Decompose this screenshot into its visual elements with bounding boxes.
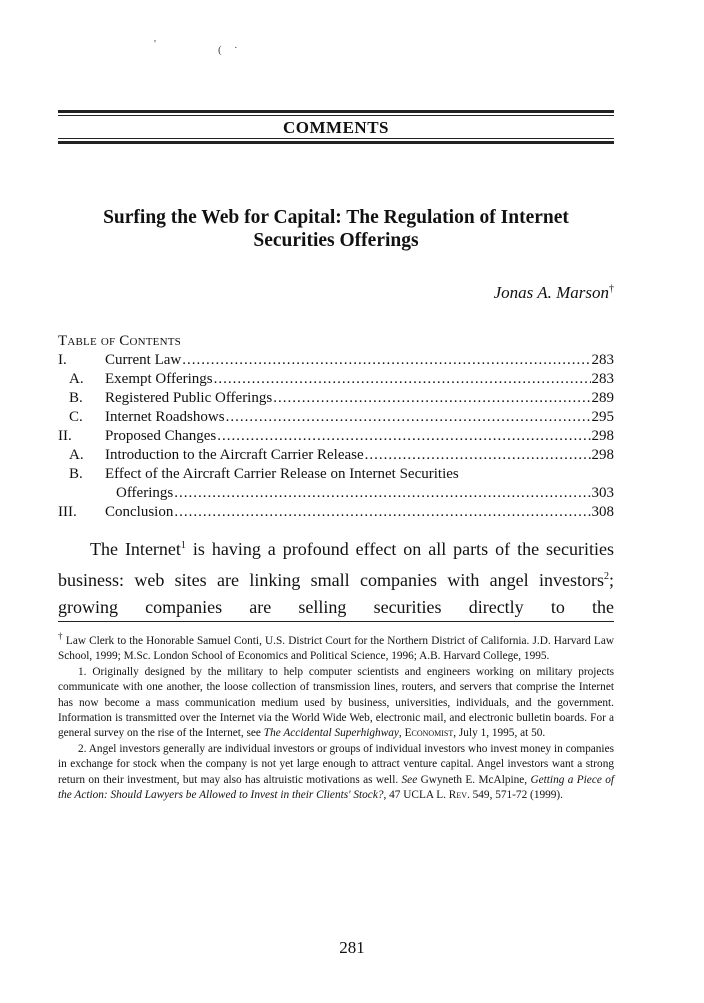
toc-number: III. [58,504,77,520]
section-label: COMMENTS [283,118,389,137]
toc-entry[interactable] [58,408,614,427]
toc-entry[interactable] [58,370,614,389]
toc-number: II. [58,428,72,444]
toc-label: Conclusion [105,504,174,520]
toc-entry[interactable] [58,446,614,465]
table-of-contents [58,332,614,522]
footnote-text: . 549, 571-72 (1999). [466,788,563,801]
toc-label: Current Law [105,352,182,368]
toc-page: 283 [591,352,614,368]
toc-entry[interactable] [58,427,614,446]
toc-number: C. [69,409,83,425]
footnote-2 [58,742,614,803]
author-byline [494,283,614,303]
body-text-span: ; growing companies are selling securities directly to the [58,570,614,617]
toc-entry-continuation[interactable] [58,484,614,503]
dagger-marker: † [58,631,63,641]
toc-label: Offerings [116,485,174,501]
publication-name: Economist [404,726,454,739]
citation-title: Getting a Piece of the Action: Should Lawyers be Allowed to Invest in their Clients' Stock? [58,773,614,801]
citation-title: The Accidental Superhighway [263,726,399,739]
toc-label: Proposed Changes [105,428,217,444]
toc-label: Exempt Offerings [105,371,213,387]
toc-page: 295 [591,409,614,425]
toc-entry[interactable] [58,389,614,408]
footnote-text: 1. Originally designed by the military to help computer scientists and engineers working on military projects communicate with one another, the loose collection of transmission lines, routers, and servers that comprise the Internet has now become a mass communication medium used by business, universities, individuals, and the government. Information is transmitted over the Internet via the World Wide Web, electronic mail, and electronic bulletin boards. For a general survey on the rise of the Internet, see [58,666,614,739]
footnote-text: Law Clerk to the Honorable Samuel Conti, U.S. District Court for the Northern District of California. J.D. Harvard Law School, 1999; M.Sc. London School of Economics and Political Science, 1996; A.B. Harvard College, 1995. [58,634,614,662]
document-page: ' ( · COMMENTS Surfing the Web for Capital: The Regulation of Internet Securities Offerings Jonas A. Marson† Table of Contents I. Current Law ..... 283 A. Exempt Offerings ..... 283 B. Registered Public Offerings ..... 289 C. Internet Roadshows ..... 295 II. Proposed Changes ..... 298 A. Introduction to the Aircraft Carrier Release ..... 298 B. Effect of the Aircraft Carrier Release on Internet Securities Offerings ..... 303 III. Conclusion ..... 308 The Internet$^1$ is having a profound effect on all parts of the securities business: web sites are linking small companies with angel investors$^2$; growing companies are selling securities directly to the † Law Clerk to the Honorable Samuel Conti, U.S. District Court for the Northern District of California. J.D. Harvard Law School, 1999; M.Sc. London School of Economics and Political Science, 1996; A.B. Harvard College, 1995. 1. Originally designed by the military to help computer scientists and engineers working on military projects communicate with one another, the loose collection of transmission lines, routers, and servers that comprise the Internet has now become a mass communication medium used by business, universities, individuals, and the government. Information is transmitted over the Internet via the World Wide Web, electronic mail, and electronic bulletin boards. For a general survey on the rise of the Internet, see The Accidental Superhighway, Economist, July 1, 1995, at 50. 2. Angel investors generally are individual investors or groups of individual investors who invest money in companies in exchange for stock when the company is not yet large enough to attract venture capital. Angel investors want a strong return on their investment, but may also has altruistic motivations as well. See Gwyneth E. McAlpine, Getting a Piece of the Action: Should Lawyers be Allowed to Invest in their Clients' Stock?, 47 UCLA L. Rev. 549, 571-72 (1999). 281 [0,0,704,1003]
publication-name: Rev [448,788,467,801]
toc-page: 303 [591,485,614,501]
toc-label: Internet Roadshows [105,409,225,425]
toc-label: Introduction to the Aircraft Carrier Release [105,447,364,463]
toc-label: Effect of the Aircraft Carrier Release on Internet Securities [105,466,459,482]
footnote-dagger [58,629,614,664]
footnote-1 [58,665,614,741]
citation-signal: See [401,773,418,786]
toc-label: Registered Public Offerings [105,390,273,406]
body-paragraph [58,532,614,621]
toc-page: 289 [591,390,614,406]
toc-page: 283 [591,371,614,387]
footnote-text: Gwyneth E. McAlpine, [417,773,531,786]
toc-number: A. [69,447,84,463]
bottom-double-rule [58,138,614,144]
toc-number: A. [69,371,84,387]
toc-leader-dots [174,503,590,522]
footnote-text: , 47 UCLA L. [383,788,449,801]
toc-page: 298 [591,428,614,444]
toc-page: 298 [591,447,614,463]
toc-heading: Table of Contents [58,333,181,349]
toc-entry[interactable] [58,351,614,370]
footnote-text: , [398,726,405,739]
body-text-span: is having a profound effect on all parts of the securities business: web sites are linking small companies with angel investors [58,539,615,590]
page-number: 281 [339,938,365,957]
toc-leader-dots [217,427,590,446]
toc-number: B. [69,390,83,406]
toc-number: B. [69,466,83,482]
author-name: Jonas A. Marson [493,283,609,302]
title-line-1: Surfing the Web for Capital: The Regulation of Internet [103,207,569,228]
footnote-ref-1[interactable]: 1 [180,540,186,551]
toc-number: I. [58,352,67,368]
toc-leader-dots [226,408,591,427]
toc-entry[interactable] [58,503,614,522]
body-text-span: The Internet [90,539,181,559]
toc-leader-dots [182,351,590,370]
toc-leader-dots [214,370,591,389]
footnote-text: , July 1, 1995, at 50. [453,726,546,739]
footnotes [58,629,614,804]
author-footnote-marker[interactable]: † [609,283,614,295]
toc-leader-dots [365,446,591,465]
article-title [58,206,614,252]
title-line-2: Securities Offerings [253,230,419,251]
toc-entry[interactable] [58,465,614,484]
footnote-ref-2[interactable]: 2 [603,571,609,582]
toc-leader-dots [174,484,590,503]
section-header [58,110,614,144]
toc-page: 308 [591,504,614,520]
footnote-separator [58,621,614,622]
footnote-text: 2. Angel investors generally are individual investors or groups of individual investors who invest money in companies in exchange for stock when the company is not yet large enough to attract venture capital. Angel investors want a strong return on their investment, but may also has altruistic motivations as well. [58,743,614,786]
toc-leader-dots [273,389,590,408]
